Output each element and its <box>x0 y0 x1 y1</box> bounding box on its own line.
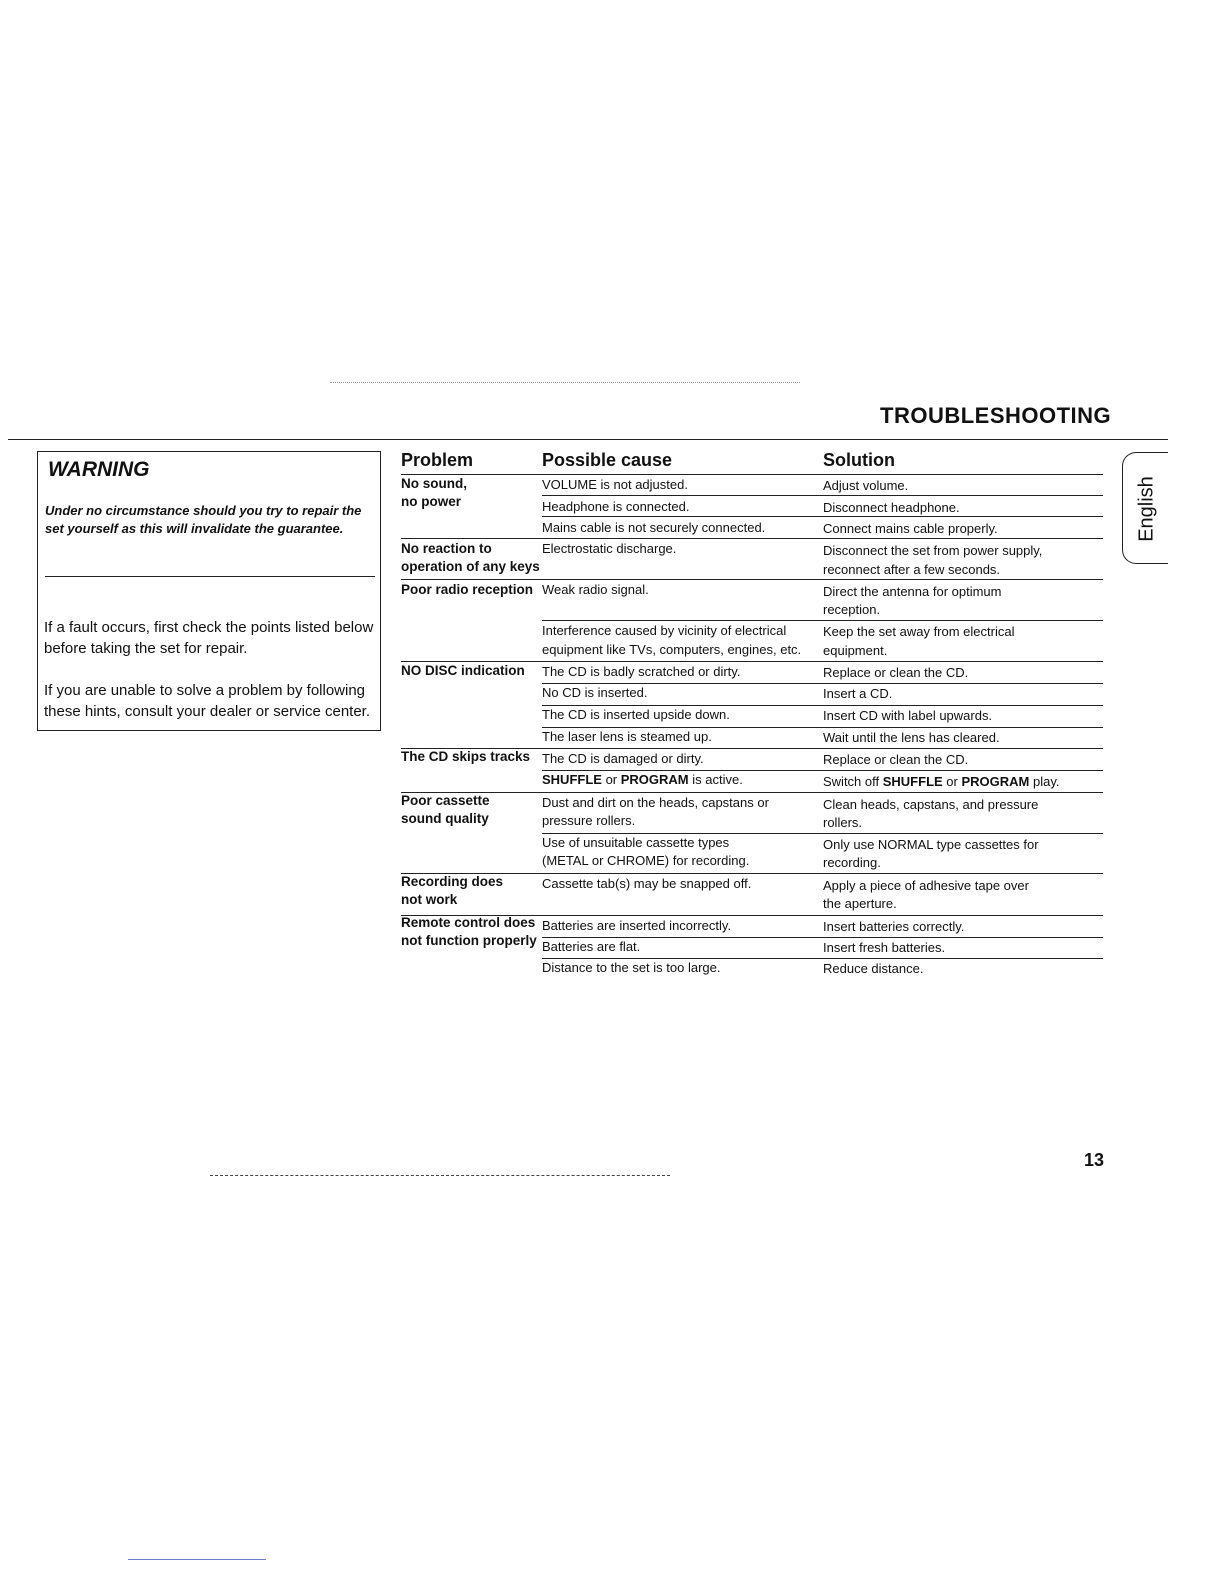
cause-text: No CD is inserted. <box>542 685 648 700</box>
solution-keyword: SHUFFLE <box>882 774 943 789</box>
solution-text: Insert batteries correctly. <box>823 919 965 934</box>
solution-text: Direct the antenna for optimum <box>823 584 1002 599</box>
warning-title: WARNING <box>48 458 150 481</box>
solution-text: Reduce distance. <box>823 961 924 976</box>
problem-label: Recording does <box>401 874 504 889</box>
cause-text: Use of unsuitable cassette types <box>542 835 730 850</box>
warning-box <box>37 451 381 731</box>
table-rule <box>401 474 1103 475</box>
table-rule <box>542 516 1103 517</box>
cause-text-part: is active. <box>688 772 743 787</box>
cause-text: The CD is inserted upside down. <box>542 707 730 722</box>
cause-text: Batteries are inserted incorrectly. <box>542 918 732 933</box>
solution-text: Apply a piece of adhesive tape over <box>823 878 1029 893</box>
problem-label: Poor cassette <box>401 793 490 808</box>
solution-text: Replace or clean the CD. <box>823 752 969 767</box>
table-rule <box>401 873 1103 874</box>
table-rule <box>542 705 1103 706</box>
cause-text: equipment like TVs, computers, engines, etc. <box>542 642 802 657</box>
cause-text: pressure rollers. <box>542 813 636 828</box>
column-header-solution: Solution <box>823 450 895 470</box>
page-number: 13 <box>1083 1150 1104 1170</box>
table-rule <box>401 538 1103 539</box>
cause-text: VOLUME is not adjusted. <box>542 477 688 492</box>
cause-text: Interference caused by vicinity of electrical <box>542 623 787 638</box>
problem-label: no power <box>401 494 461 509</box>
cause-text: Cassette tab(s) may be snapped off. <box>542 876 752 891</box>
problem-label: Remote control does <box>401 915 536 930</box>
problem-label: No reaction to <box>401 541 492 556</box>
table-rule <box>542 770 1103 771</box>
solution-text: Clean heads, capstans, and pressure <box>823 797 1039 812</box>
table-rule <box>401 748 1103 749</box>
cause-text: Dust and dirt on the heads, capstans or <box>542 795 769 810</box>
problem-label: No sound, <box>401 476 467 491</box>
solution-text: Adjust volume. <box>823 478 909 493</box>
problem-label: not work <box>401 892 458 907</box>
solution-text-part: Switch off <box>823 774 883 789</box>
table-rule <box>401 792 1103 793</box>
dealer-instruction: If you are unable to solve a problem by following these hints, consult your dealer or service center. <box>44 682 371 720</box>
solution-text: Insert CD with label upwards. <box>823 708 993 723</box>
cause-text: Batteries are flat. <box>542 939 641 954</box>
solution-text: Insert a CD. <box>823 686 893 701</box>
fault-instruction: If a fault occurs, first check the points listed below before taking the set for repair. <box>44 619 374 657</box>
problem-label: The CD skips tracks <box>401 749 531 764</box>
scan-artifact-top <box>330 382 800 383</box>
solution-text-part: play. <box>1029 774 1060 789</box>
cause-text: Distance to the set is too large. <box>542 960 721 975</box>
column-header-cause: Possible cause <box>542 450 673 470</box>
warning-divider <box>45 576 375 577</box>
solution-text: Connect mains cable properly. <box>823 521 998 536</box>
solution-text: rollers. <box>823 815 863 830</box>
solution-text: recording. <box>823 855 881 870</box>
table-rule <box>542 683 1103 684</box>
problem-label: Poor radio reception <box>401 582 534 597</box>
language-tab <box>1122 452 1168 564</box>
solution-text: Only use NORMAL type cassettes for <box>823 837 1039 852</box>
cause-text: Electrostatic discharge. <box>542 541 677 556</box>
table-rule <box>542 958 1103 959</box>
solution-text: reception. <box>823 602 881 617</box>
solution-text: equipment. <box>823 643 888 658</box>
cause-text-part: or <box>601 772 621 787</box>
table-rule <box>542 937 1103 938</box>
table-rule <box>542 833 1103 834</box>
cause-keyword: PROGRAM <box>620 772 689 787</box>
table-rule <box>401 579 1103 580</box>
solution-text: Disconnect the set from power supply, <box>823 543 1043 558</box>
cause-text: (METAL or CHROME) for recording. <box>542 853 750 868</box>
cause-text: Weak radio signal. <box>542 582 649 597</box>
problem-label: NO DISC indication <box>401 663 525 678</box>
table-rule <box>542 495 1103 496</box>
cause-text: The laser lens is steamed up. <box>542 729 712 744</box>
cause-text: The CD is badly scratched or dirty. <box>542 664 741 679</box>
problem-label: not function properly <box>401 933 537 948</box>
solution-keyword: PROGRAM <box>961 774 1030 789</box>
solution-text: Disconnect headphone. <box>823 500 960 515</box>
solution-text: reconnect after a few seconds. <box>823 562 1001 577</box>
problem-label: operation of any keys <box>401 559 540 574</box>
column-header-problem: Problem <box>401 450 474 470</box>
solution-text: Keep the set away from electrical <box>823 624 1015 639</box>
cause-text: Headphone is connected. <box>542 499 690 514</box>
cause-text: Mains cable is not securely connected. <box>542 520 766 535</box>
scan-edge-line <box>128 1559 266 1560</box>
cause-text-shuffle-program <box>542 771 743 789</box>
page-title: TROUBLESHOOTING <box>880 403 1112 428</box>
solution-text: Replace or clean the CD. <box>823 665 969 680</box>
table-rule <box>542 727 1103 728</box>
solution-text: Insert fresh batteries. <box>823 940 946 955</box>
solution-text-part: or <box>942 774 962 789</box>
language-label: English <box>1135 476 1158 542</box>
scan-artifact-bottom <box>210 1175 670 1176</box>
cause-keyword: SHUFFLE <box>542 772 602 787</box>
solution-text: the aperture. <box>823 896 897 911</box>
solution-text: Wait until the lens has cleared. <box>823 730 1000 745</box>
cause-text: The CD is damaged or dirty. <box>542 751 704 766</box>
table-rule <box>401 915 1103 916</box>
table-rule <box>401 661 1103 662</box>
problem-label: sound quality <box>401 811 489 826</box>
warning-text: Under no circumstance should you try to repair the set yourself as this will invalidate the guarantee. <box>45 503 362 536</box>
solution-text-shuffle-program <box>823 773 1059 791</box>
table-rule <box>542 620 1103 621</box>
header-rule <box>8 439 1168 440</box>
